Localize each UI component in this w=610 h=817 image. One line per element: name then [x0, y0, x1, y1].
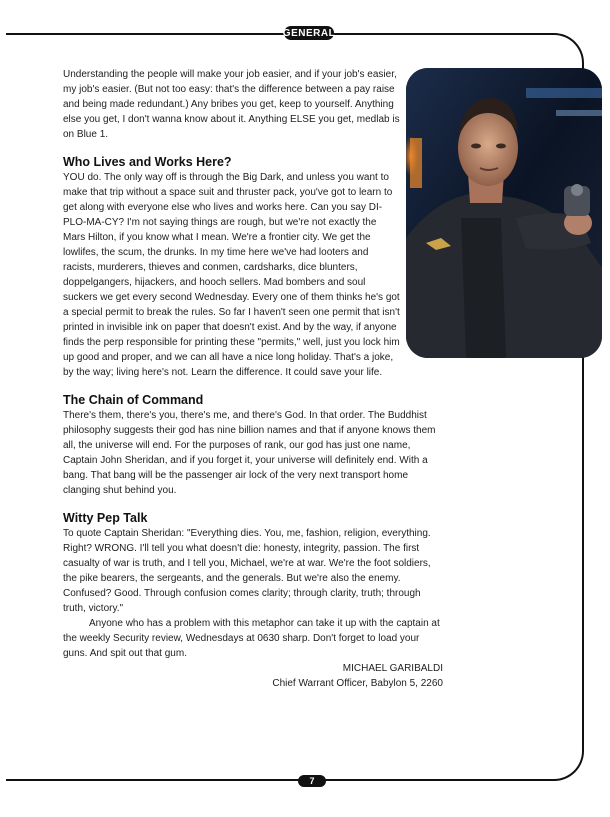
- section-tag: GENERAL: [282, 27, 336, 39]
- section-paragraph: YOU do. The only way off is through the Big Dark, and unless you want to make that trip without a space suit and thruster pack, you've got to learn to get along with everyone else who lives and works here. Can you say DI-PLO-MA-CY? I'm not saying things are rough, but we're not exactly the Mars Hilton, if you know what I mean. We're a frontier city. We get the lowlifes, the scum, the drunks. In my time here we've had looters and racists, murderers, thieves and conmen, cardsharks, dice blunters, doppelgangers, hijackers, and hooch sellers. Mad bombers and soul suckers we get every second Wednesday. Every one of them thinks he's got a special permit to break the rules. So far I haven't seen one permit that isn't printed in invisible ink on paper that doesn't exist. And by the way, if anyone finds the perp responsible for printing these "permits," well, just you lock him up good and proper, and we can all have a nice long holiday. That's a joke, by the way; living here's not. Learn the difference. It could save your life.: [63, 172, 400, 378]
- signature-name: MICHAEL GARIBALDI: [342, 663, 443, 674]
- article-body: [63, 67, 443, 691]
- section-paragraph: To quote Captain Sheridan: "Everything dies. You, me, fashion, religion, everything. Right? WRONG. I'll tell you what doesn't die: honesty, integrity, passion. The first casualty of war is truth, and I tell you, Michael, we're at war. We're the foot soldiers, the pike bearers, the sergeants, and the generals. But we're also the enemy. Confused? Good. Through confusion comes clarity; through clarity, truth; through truth, victory.": [63, 528, 431, 614]
- section-heading-who-lives: Who Lives and Works Here?: [63, 155, 232, 169]
- section-heading-witty-pep-talk: Witty Pep Talk: [63, 511, 148, 525]
- page-number: 7: [298, 775, 326, 787]
- intro-paragraph: Understanding the people will make your job easier, and if your job's easier, my job's easier. (But not too easy: that's the difference between a pay raise and being made redundant.) Any bribes you get, keep to yourself. Anything else you get, I don't wanna know about it. Anything ELSE you get, medlab is on Blue 1.: [63, 69, 400, 140]
- signature-title: Chief Warrant Officer, Babylon 5, 2260: [272, 678, 443, 689]
- section-paragraph: Anyone who has a problem with this metaphor can take it up with the captain at the weekly Security review, Wednesdays at 0630 sharp. Don't forget to load your guns. And spit out that gum.: [63, 618, 440, 659]
- section-paragraph: There's them, there's you, there's me, and there's God. In that order. The Buddhist philosophy suggests their god has nine billion names and that if anyone knows them all, the universe will end. For the purposes of rank, our god has just one name, Captain John Sheridan, and if you forget it, your universe will definitely end. With a bang. That bang will be the passenger air lock of the very next transport home clanging shut behind you.: [63, 410, 436, 496]
- section-heading-chain-of-command: The Chain of Command: [63, 393, 204, 407]
